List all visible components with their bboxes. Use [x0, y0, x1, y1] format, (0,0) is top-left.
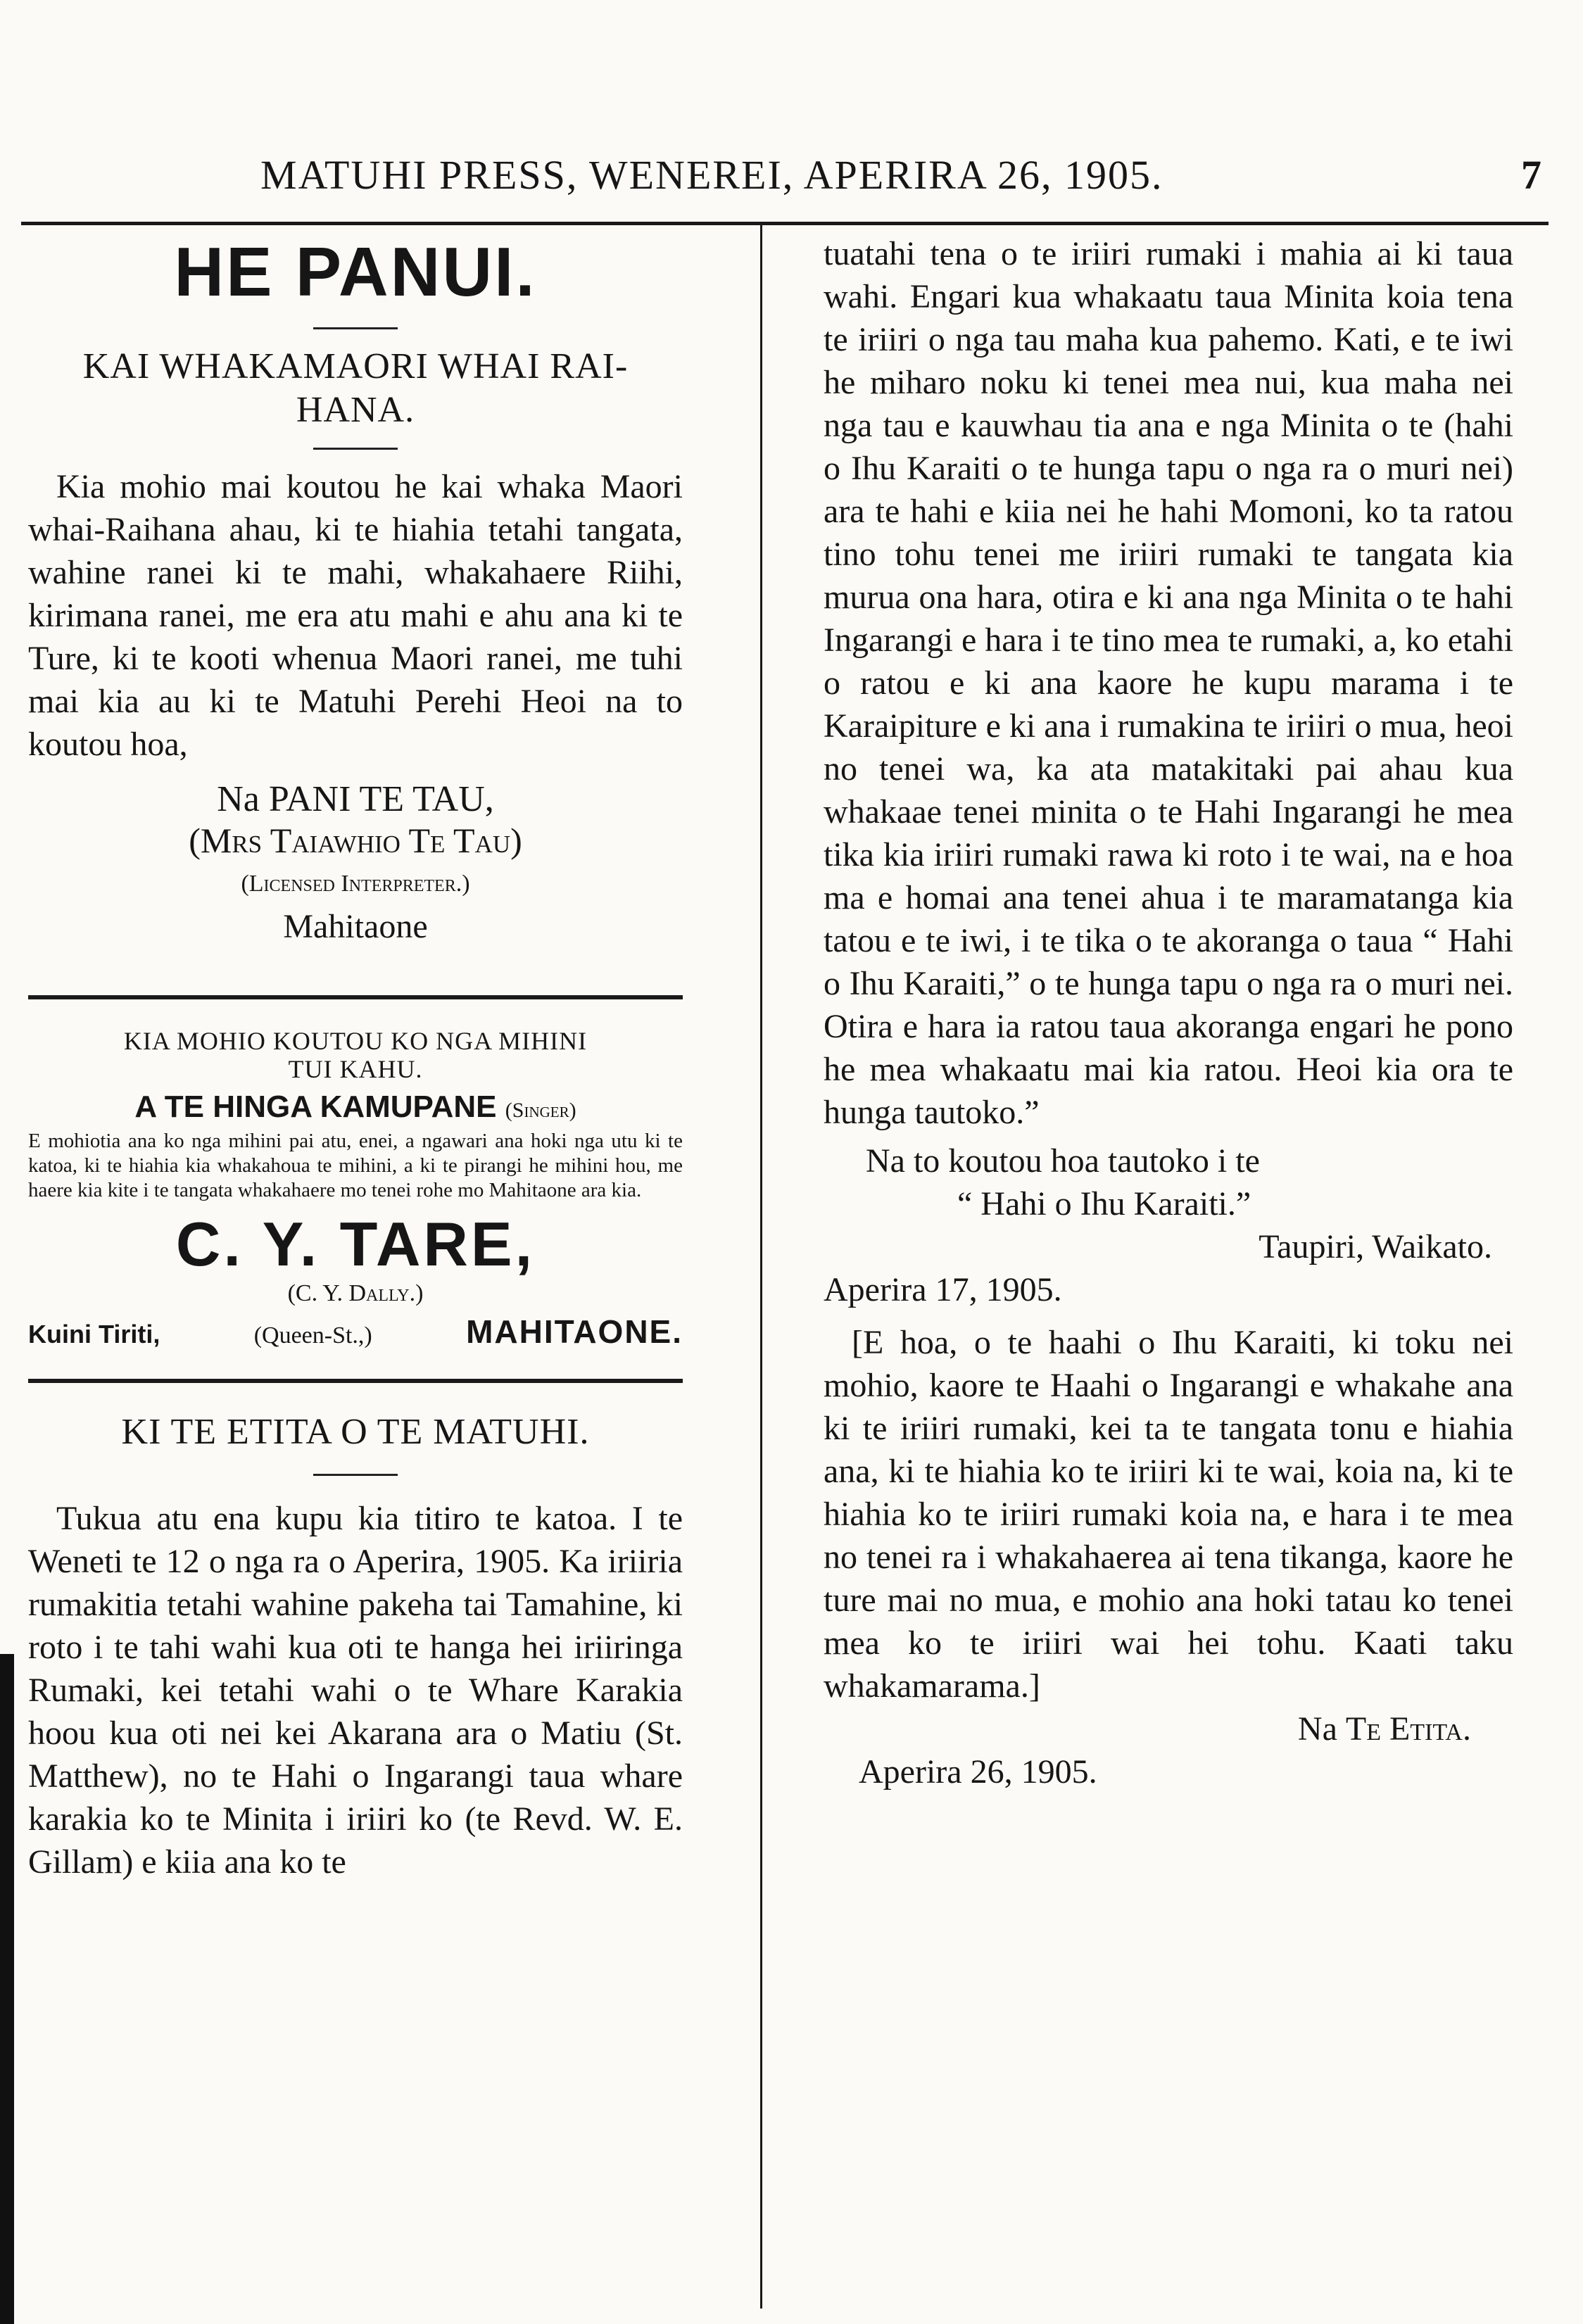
advert-body: E mohiotia ana ko nga mihini pai atu, enei, a ngawari ana hoki nga utu ki te katoa, ki te hiahia kia whakahoua te mihini, a ki te pirangi he mihini hou, me haere kia kite i te tangata whakahaere mo tenei rohe mo Mahitaone ara kia. [28, 1129, 683, 1201]
signature-place: Mahitaone [283, 908, 428, 946]
binding-edge [0, 1654, 14, 2324]
letter-sign-date: Aperira 17, 1905. [824, 1271, 1062, 1308]
header-title: MATUHI PRESS, WENEREI, APERIRA 26, 1905. [260, 152, 1163, 198]
letter-sign-place: Taupiri, Waikato. [1259, 1228, 1492, 1265]
page-header [260, 151, 1541, 208]
signature-name: PANI TE TAU, [268, 779, 494, 820]
letter-section [28, 1411, 683, 1883]
signature-prefix: Na [217, 779, 260, 820]
notice-body: Kia mohio mai koutou he kai whaka Maori whai-Raihana ahau, ki te hiahia tetahi tangata, wahine ranei ki te mahi, whakahaere Riihi, kirimana ranei, me era atu mahi e ahu ana ki te Ture, ki te kooti whenua Maori ranei, me tuhi mai kia au ki te Matuhi Perehi Heoi na to koutou hoa, [28, 468, 683, 764]
column-rule [760, 225, 762, 2309]
editor-sign-prefix: Na [1297, 1710, 1337, 1748]
editor-reply-body: [E hoa, o te haahi o Ihu Karaiti, ki toku nei mohio, kaore te Haahi o Ingarangi e whakahe ana ki te iriiri rumaki, kei ta te tangata tonu e hiahia ana, ki te hiahia ko te iriiri ki te wai, koia na, ki te hiahia ko te iriiri rumaki koia na, e hara i te mea no tenei ra i whakahaerea ai tena tikanga, kaore he ture mai no mua, e mohio ana hoki tatau ko tenei mea ko te iriiri wai hei tohu. Kaati taku whakamarama.] [824, 1324, 1513, 1705]
letter-heading: KI TE ETITA O TE MATUHI. [121, 1411, 590, 1452]
notice-heading: HE PANUI. [174, 233, 537, 310]
advert-line1: KIA MOHIO KOUTOU KO NGA MIHINI [123, 1027, 588, 1056]
advert-section [28, 1028, 683, 1350]
advert-town: MAHITAONE. [466, 1313, 683, 1350]
editor-sign-name: Te Etita. [1345, 1710, 1471, 1748]
notice-signature [28, 778, 683, 820]
notice-section [28, 232, 683, 946]
notice-subheading: KAI WHAKAMAORI WHAI RAI-HANA. [82, 346, 629, 431]
left-column [28, 232, 683, 1883]
short-rule [313, 327, 398, 329]
header-rule [21, 222, 1549, 225]
signature-alias: (Mrs Taiawhio Te Tau) [189, 821, 522, 861]
advert-title-text: A TE HINGA KAMUPANE [134, 1089, 497, 1124]
advert-alias: (C. Y. Dally.) [287, 1280, 424, 1306]
section-rule [28, 995, 683, 999]
signature-title: (Licensed Interpreter.) [241, 871, 470, 897]
advert-title-note: (Singer) [505, 1098, 576, 1122]
editor-signature [824, 1707, 1513, 1750]
letter-body-right: tuatahi tena o te iriiri rumaki i mahia ai ki taua wahi. Engari kua whakaatu taua Minita koia tena te iriiri o nga tau maha kua pahemo. Kati, e te iwi he miharo noku ki tenei mea nui, kua maha nei nga tau e kauwhau tia ana e nga Minita o te (hahi o Ihu Karaiti o te hunga tapu o nga ra o muri nei) ara te hahi e kiia nei he hahi Momoni, ko ta ratou tino tohu tenei me iriiri rumaki te tangata kia murua ona hara, otira e ki ana nga Minita o te hahi Ingarangi e hara i te tino mea te rumaki, a, ko etahi o ratou e ki ana kaore he kupu marama i te Karaipiture e ki ana i rumakina te iriiri o mua, heoi no tenei wa, ka ata matakitaki pai ahau kua whakaae tenei minita o te Hahi Ingarangi he mea tika kia iriiri rumaki rawa ki roto i te wai, na e hoa ma e homai ana tenei ahua i te maramatanga kia tatou e te iwi, i te tika o te akoranga o taua “ Hahi o Ihu Karaiti,” o te hunga tapu o nga ra o muri nei. Otira e hara ia ratou taua akoranga engari he pono he mea whakaatu mai kia ratou. Heoi kia ora te hunga tautoko.” [824, 235, 1513, 1131]
advert-street: Kuini Tiriti, [28, 1319, 160, 1349]
advert-address [28, 1313, 683, 1351]
short-rule [313, 1474, 398, 1476]
advert-street-en: (Queen-St.,) [253, 1322, 372, 1349]
advert-name: C. Y. TARE, [175, 1208, 536, 1279]
editor-reply-date: Aperira 26, 1905. [859, 1753, 1097, 1791]
letter-body-left: Tukua atu ena kupu kia titiro te katoa. I te Weneti te 12 o nga ra o Aperira, 1905. Ka iriiria rumakitia tetahi wahine pakeha tai Tamahine, ki roto i te tahi wahi kua oti te hanga hei iriiringa Rumaki, kei tetahi wahi o te Whare Karakia hoou kua oti nei kei Akarana ara o Matiu (St. Matthew), no te Hahi o Ingarangi taua whare karakia ko te Minita i iriiri ko (te Revd. W. E. Gillam) e kiia ana ko te [28, 1499, 683, 1881]
right-column [824, 232, 1513, 1793]
letter-sign-line1: Na to koutou hoa tautoko i te [866, 1142, 1260, 1180]
short-rule [313, 448, 398, 450]
letter-sign-line2: “ Hahi o Ihu Karaiti.” [957, 1185, 1251, 1223]
section-rule [28, 1379, 683, 1383]
advert-title [28, 1090, 683, 1125]
advert-line2: TUI KAHU. [288, 1055, 423, 1084]
page-number: 7 [1521, 152, 1541, 198]
